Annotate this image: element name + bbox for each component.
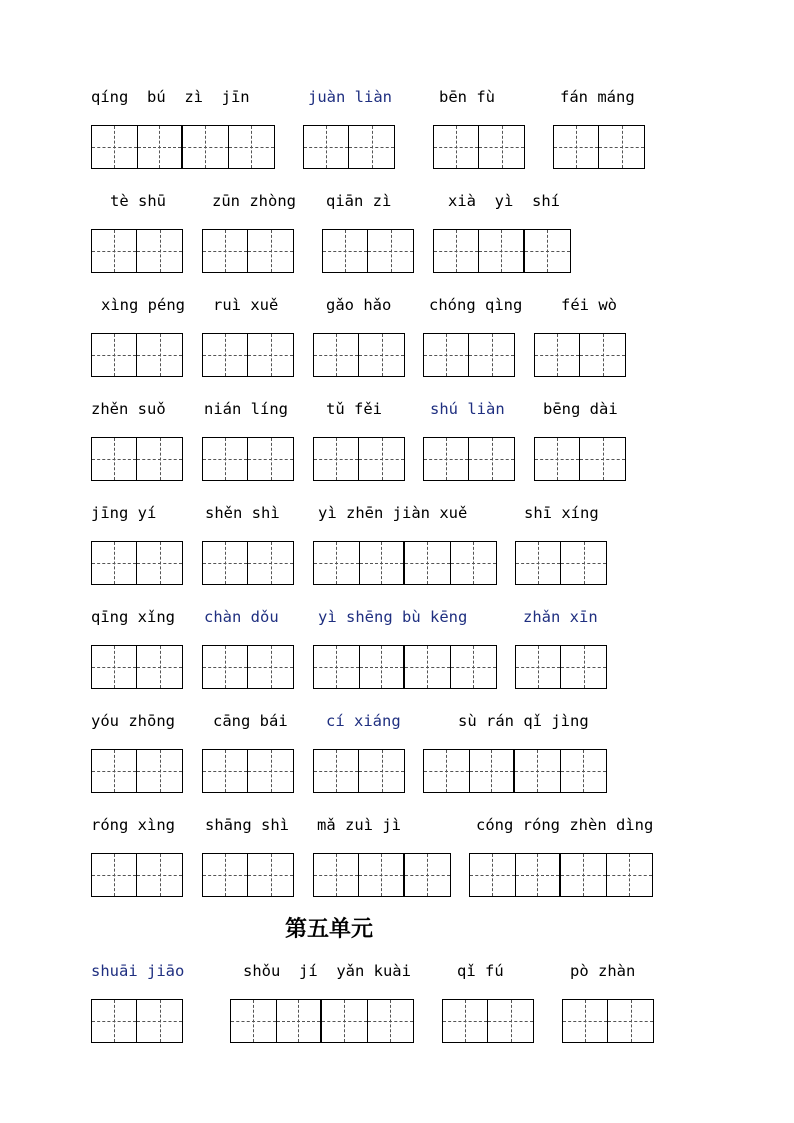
writing-cell[interactable] xyxy=(92,750,137,792)
writing-cell[interactable] xyxy=(137,646,182,688)
answer-box xyxy=(469,853,653,897)
pinyin-prompt: fán máng xyxy=(560,88,635,106)
pinyin-prompt: qíng bú zì jīn xyxy=(91,88,250,106)
writing-cell[interactable] xyxy=(525,230,570,272)
writing-cell[interactable] xyxy=(203,542,248,584)
writing-cell[interactable] xyxy=(229,126,274,168)
pinyin-prompt: tè shū xyxy=(110,192,166,210)
writing-cell[interactable] xyxy=(368,230,413,272)
answer-box xyxy=(553,125,645,169)
answer-box xyxy=(313,853,451,897)
answer-box xyxy=(202,541,294,585)
writing-cell[interactable] xyxy=(92,438,137,480)
pinyin-prompt: shuāi jiāo xyxy=(91,962,185,980)
pinyin-prompt: cí xiáng xyxy=(326,712,401,730)
pinyin-prompt: xià yì shí xyxy=(448,192,560,210)
writing-cell[interactable] xyxy=(424,750,470,792)
pinyin-prompt: xìng péng xyxy=(101,296,185,314)
answer-box xyxy=(433,229,571,273)
writing-cell[interactable] xyxy=(322,1000,368,1042)
writing-cell[interactable] xyxy=(138,126,184,168)
writing-cell[interactable] xyxy=(554,126,599,168)
answer-box xyxy=(202,853,294,897)
answer-box xyxy=(534,333,626,377)
pinyin-prompt: bēng dài xyxy=(543,400,618,418)
writing-cell[interactable] xyxy=(314,854,359,896)
writing-cell[interactable] xyxy=(479,230,524,272)
writing-cell[interactable] xyxy=(231,1000,277,1042)
pinyin-prompt: féi wò xyxy=(561,296,617,314)
writing-cell[interactable] xyxy=(515,750,561,792)
answer-box xyxy=(562,999,654,1043)
writing-cell[interactable] xyxy=(535,334,580,376)
writing-cell[interactable] xyxy=(92,646,137,688)
answer-box xyxy=(433,125,525,169)
writing-cell[interactable] xyxy=(516,646,561,688)
pinyin-prompt: róng xìng xyxy=(91,816,175,834)
writing-cell[interactable] xyxy=(516,542,561,584)
answer-box xyxy=(423,333,515,377)
pinyin-prompt: zhǎn xīn xyxy=(523,608,598,626)
writing-cell[interactable] xyxy=(359,438,404,480)
answer-box xyxy=(230,999,414,1043)
pinyin-prompt: zhěn suǒ xyxy=(91,400,166,418)
pinyin-prompt: yì shēng bù kēng xyxy=(318,608,468,626)
answer-box xyxy=(202,333,294,377)
writing-cell[interactable] xyxy=(360,646,406,688)
pinyin-prompt: chóng qìng xyxy=(429,296,523,314)
writing-cell[interactable] xyxy=(304,126,349,168)
answer-box xyxy=(91,437,183,481)
writing-cell[interactable] xyxy=(405,646,451,688)
answer-box xyxy=(515,645,607,689)
writing-cell[interactable] xyxy=(561,646,606,688)
writing-cell[interactable] xyxy=(405,542,451,584)
writing-cell[interactable] xyxy=(137,230,182,272)
pinyin-prompt: mǎ zuì jì xyxy=(317,816,401,834)
writing-cell[interactable] xyxy=(314,646,360,688)
answer-box xyxy=(313,541,497,585)
pinyin-prompt: tǔ fěi xyxy=(326,400,382,418)
pinyin-prompt: cāng bái xyxy=(213,712,288,730)
answer-box xyxy=(423,437,515,481)
pinyin-prompt: shú liàn xyxy=(430,400,505,418)
pinyin-prompt: jīng yí xyxy=(91,504,157,522)
writing-cell[interactable] xyxy=(92,542,137,584)
writing-cell[interactable] xyxy=(479,126,524,168)
pinyin-prompt: juàn liàn xyxy=(308,88,392,106)
pinyin-prompt: chàn dǒu xyxy=(204,608,279,626)
writing-cell[interactable] xyxy=(137,854,182,896)
writing-cell[interactable] xyxy=(203,230,248,272)
writing-cell[interactable] xyxy=(359,334,404,376)
pinyin-prompt: shāng shì xyxy=(205,816,289,834)
answer-box xyxy=(313,437,405,481)
writing-cell[interactable] xyxy=(92,854,137,896)
answer-box xyxy=(313,333,405,377)
answer-box xyxy=(91,125,275,169)
answer-box xyxy=(515,541,607,585)
writing-cell[interactable] xyxy=(92,334,137,376)
writing-cell[interactable] xyxy=(563,1000,608,1042)
pinyin-prompt: bēn fù xyxy=(439,88,495,106)
answer-box xyxy=(91,541,183,585)
writing-cell[interactable] xyxy=(434,126,479,168)
writing-cell[interactable] xyxy=(248,750,293,792)
pinyin-prompt: shǒu jí yǎn kuài xyxy=(243,962,411,980)
writing-cell[interactable] xyxy=(424,438,469,480)
answer-box xyxy=(442,999,534,1043)
writing-cell[interactable] xyxy=(203,334,248,376)
writing-cell[interactable] xyxy=(137,334,182,376)
writing-cell[interactable] xyxy=(561,542,606,584)
pinyin-prompt: zūn zhòng xyxy=(212,192,296,210)
pinyin-prompt: pò zhàn xyxy=(570,962,636,980)
writing-cell[interactable] xyxy=(183,126,229,168)
answer-box xyxy=(91,645,183,689)
answer-box xyxy=(202,437,294,481)
pinyin-prompt: qīng xǐng xyxy=(91,608,175,626)
writing-cell[interactable] xyxy=(248,230,293,272)
writing-cell[interactable] xyxy=(203,438,248,480)
pinyin-prompt: yóu zhōng xyxy=(91,712,175,730)
writing-cell[interactable] xyxy=(314,750,359,792)
pinyin-prompt: qǐ fú xyxy=(457,962,504,980)
answer-box xyxy=(313,749,405,793)
writing-cell[interactable] xyxy=(608,1000,653,1042)
writing-cell[interactable] xyxy=(451,646,496,688)
writing-cell[interactable] xyxy=(470,854,516,896)
writing-cell[interactable] xyxy=(360,542,406,584)
writing-cell[interactable] xyxy=(137,542,182,584)
pinyin-prompt: gǎo hǎo xyxy=(326,296,392,314)
answer-box xyxy=(313,645,497,689)
writing-cell[interactable] xyxy=(535,438,580,480)
pinyin-prompt: nián líng xyxy=(204,400,288,418)
writing-cell[interactable] xyxy=(580,334,625,376)
answer-box xyxy=(202,645,294,689)
writing-cell[interactable] xyxy=(248,438,293,480)
writing-cell[interactable] xyxy=(203,646,248,688)
answer-box xyxy=(91,749,183,793)
pinyin-prompt: cóng róng zhèn dìng xyxy=(476,816,654,834)
pinyin-prompt: sù rán qǐ jìng xyxy=(458,712,589,730)
writing-cell[interactable] xyxy=(92,1000,137,1042)
answer-box xyxy=(303,125,395,169)
writing-cell[interactable] xyxy=(470,750,516,792)
pinyin-prompt: shī xíng xyxy=(524,504,599,522)
writing-cell[interactable] xyxy=(359,854,404,896)
writing-cell[interactable] xyxy=(314,438,359,480)
writing-cell[interactable] xyxy=(92,230,137,272)
writing-cell[interactable] xyxy=(323,230,368,272)
pinyin-prompt: shěn shì xyxy=(205,504,280,522)
writing-cell[interactable] xyxy=(368,1000,413,1042)
writing-cell[interactable] xyxy=(314,334,359,376)
writing-cell[interactable] xyxy=(561,854,607,896)
writing-cell[interactable] xyxy=(424,334,469,376)
writing-cell[interactable] xyxy=(137,1000,182,1042)
writing-cell[interactable] xyxy=(248,542,293,584)
writing-cell[interactable] xyxy=(516,854,562,896)
writing-cell[interactable] xyxy=(137,750,182,792)
answer-box xyxy=(322,229,414,273)
answer-box xyxy=(91,229,183,273)
writing-cell[interactable] xyxy=(469,438,514,480)
answer-box xyxy=(91,333,183,377)
writing-cell[interactable] xyxy=(277,1000,323,1042)
pinyin-prompt: qiān zì xyxy=(326,192,392,210)
writing-cell[interactable] xyxy=(405,854,450,896)
pinyin-prompt: ruì xuě xyxy=(213,296,279,314)
writing-cell[interactable] xyxy=(137,438,182,480)
writing-cell[interactable] xyxy=(607,854,652,896)
writing-cell[interactable] xyxy=(359,750,404,792)
answer-box xyxy=(91,853,183,897)
answer-box xyxy=(91,999,183,1043)
answer-box xyxy=(423,749,607,793)
section-heading: 第五单元 xyxy=(285,916,374,942)
writing-cell[interactable] xyxy=(580,438,625,480)
writing-cell[interactable] xyxy=(488,1000,533,1042)
answer-box xyxy=(202,749,294,793)
writing-cell[interactable] xyxy=(434,230,479,272)
writing-cell[interactable] xyxy=(203,854,248,896)
writing-cell[interactable] xyxy=(469,334,514,376)
writing-cell[interactable] xyxy=(248,854,293,896)
writing-cell[interactable] xyxy=(92,126,138,168)
answer-box xyxy=(202,229,294,273)
writing-cell[interactable] xyxy=(314,542,360,584)
writing-cell[interactable] xyxy=(203,750,248,792)
writing-cell[interactable] xyxy=(561,750,606,792)
pinyin-prompt: yì zhēn jiàn xuě xyxy=(318,504,468,522)
writing-cell[interactable] xyxy=(349,126,394,168)
writing-cell[interactable] xyxy=(248,334,293,376)
writing-cell[interactable] xyxy=(451,542,496,584)
writing-cell[interactable] xyxy=(599,126,644,168)
writing-cell[interactable] xyxy=(443,1000,488,1042)
answer-box xyxy=(534,437,626,481)
writing-cell[interactable] xyxy=(248,646,293,688)
